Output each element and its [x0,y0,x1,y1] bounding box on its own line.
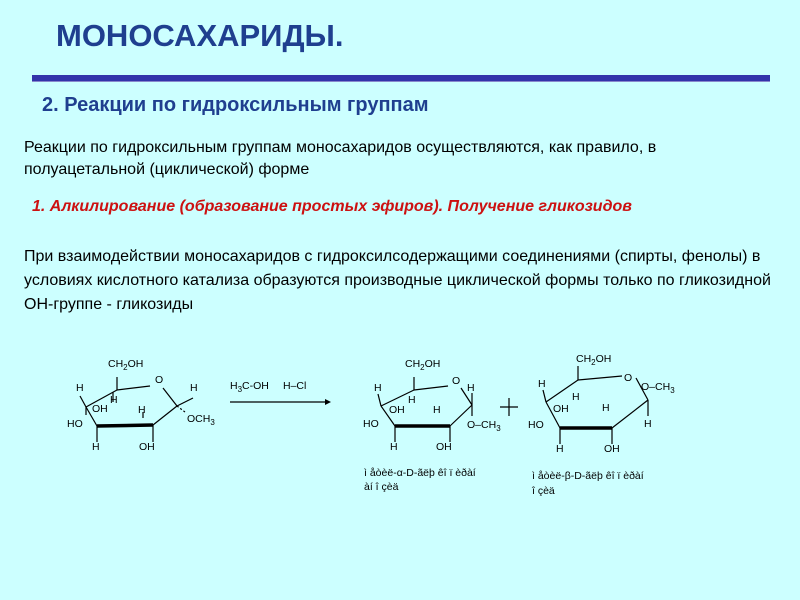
h-label: H [538,378,546,390]
ring-oxygen-label: O [624,372,633,384]
ch2oh-label: $CH_2OH$ [108,358,144,372]
h-label: H [390,441,398,453]
oh-label: OH [436,441,452,453]
h-label: H [467,382,475,394]
ring-oxygen-label: O [155,374,164,386]
title-divider [32,75,770,82]
och3-label: $OCH_3$ [187,413,215,427]
body-paragraph: При взаимодействии моносахаридов с гидроксилсодержащими соединениями (спирты, фенолы) в условиях кислотного катализа образуются производные циклической формы только по гликозидной ОН-группе - гликозиды [24,248,771,313]
oh-label: OH [553,403,569,415]
hcl-catalyst: H–Cl [283,380,307,392]
beta-glycoside-caption: ì åòèë-β-D-ãëþ êî ï èðàí [532,470,644,482]
oh-label: OH [389,404,405,416]
h-label: H [602,402,610,414]
alpha-glycoside-caption: ì åòèë-α-D-ãëþ êî ï èðàí [364,467,476,479]
reaction-scheme [0,340,800,510]
ring-oxygen-label: O [452,375,461,387]
oh-label: OH [604,443,620,455]
h-label: H [374,382,382,394]
ch2oh-label: $CH_2OH$ [405,358,441,372]
h-label: H [644,418,652,430]
h-label: H [92,441,100,453]
o-ch3-label: $O-CH_3$ [467,419,501,433]
alkylation-heading: 1. Алкилирование (образование простых эфиров). Получение гликозидов [32,198,632,215]
h-label: H [138,404,146,416]
oh-label: OH [139,441,155,453]
h-label: H [572,391,580,403]
h-label: H [190,382,198,394]
ho-label: HO [528,419,544,431]
reaction-arrow [230,399,331,405]
h-label: H [556,443,564,455]
h-label: H [76,382,84,394]
methanol-reagent: $H_3C-OH$ [230,380,269,394]
beta-glycoside-caption-2: î çèä [532,485,555,497]
intro-paragraph: Реакции по гидроксильным группам моносахаридов осуществляются, как правило, в полуацетальной (циклической) форме [24,139,657,178]
h-label: H [110,394,118,406]
plus-sign-icon [500,398,518,416]
h-label: H [433,404,441,416]
ch2oh-label: $CH_2OH$ [576,353,612,367]
h-label: H [408,394,416,406]
section-subtitle: 2. Реакции по гидроксильным группам [42,94,429,116]
alpha-glycoside-caption-2: àí î çèä [364,481,399,493]
o-ch3-label: $O-CH_3$ [641,381,675,395]
slide-title: МОНОСАХАРИДЫ. [56,18,344,53]
ho-label: HO [67,418,83,430]
ho-label: HO [363,418,379,430]
oh-label: OH [92,403,108,415]
